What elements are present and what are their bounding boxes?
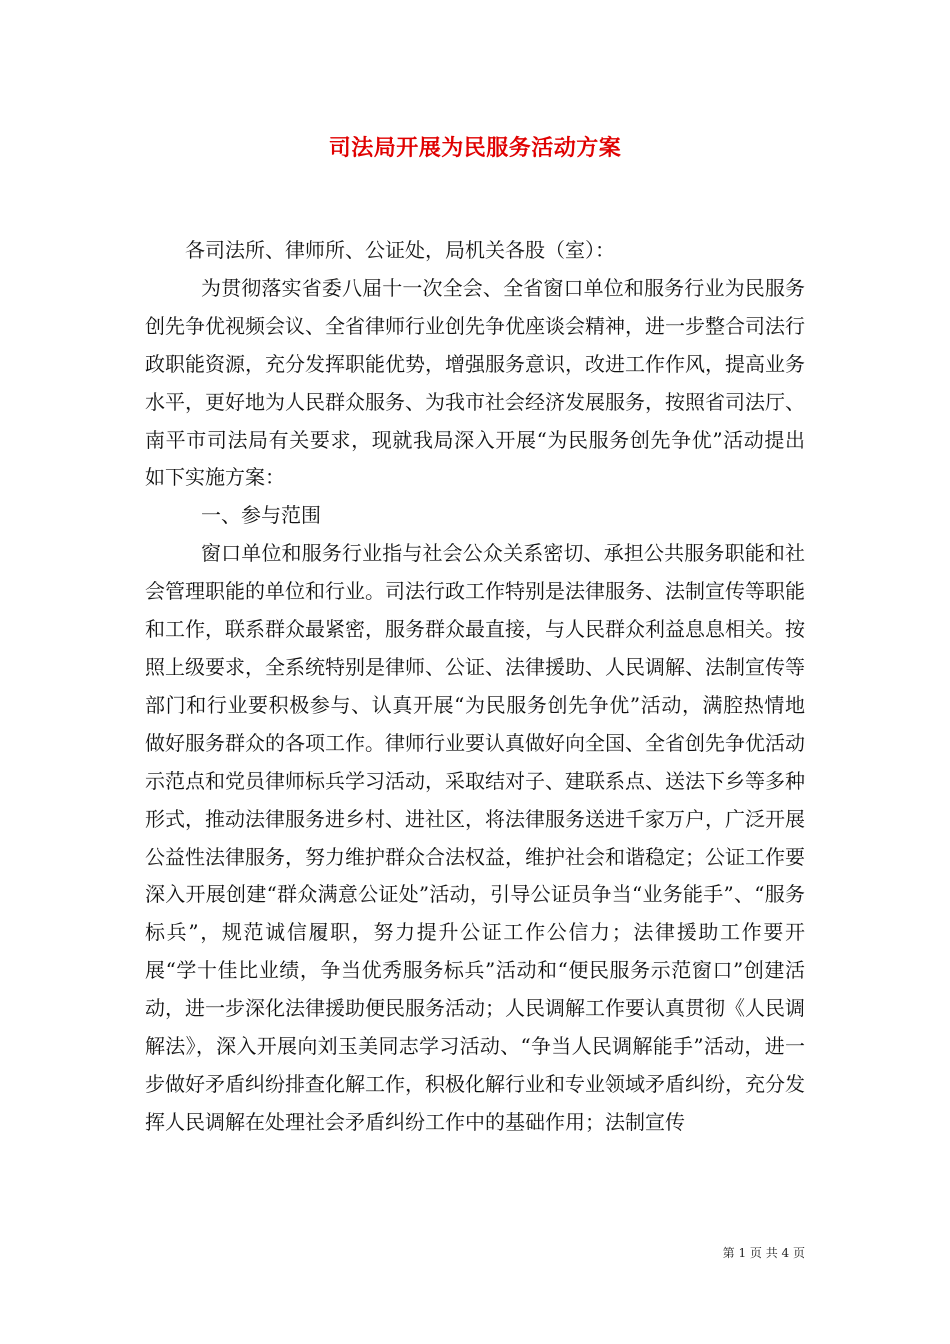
paragraph-intro: 为贯彻落实省委八届十一次全会、全省窗口单位和服务行业为民服务创先争优视频会议、全省律师行业创先争优座谈会精神，进一步整合司法行政职能资源，充分发挥职能优势，增强服务意识，改进工作作风，提高业务水平，更好地为人民群众服务、为我市社会经济发展服务，按照省司法厅、南平市司法局有关要求，现就我局深入开展“为民服务创先争优”活动提出如下实施方案： (145, 275, 805, 490)
page-number: 第 1 页 共 4 页 (722, 1246, 805, 1260)
section-heading-scope: 一、参与范围 (201, 503, 321, 528)
document-body (145, 232, 805, 1142)
salutation: 各司法所、律师所、公证处，局机关各股（室）： (185, 238, 615, 262)
document-title: 司法局开展为民服务活动方案 (328, 135, 622, 161)
paragraph-scope: 窗口单位和服务行业指与社会公众关系密切、承担公共服务职能和社会管理职能的单位和行业。司法行政工作特别是法律服务、法制宣传等职能和工作，联系群众最紧密，服务群众最直接，与人民群众利益息息相关。按照上级要求，全系统特别是律师、公证、法律援助、人民调解、法制宣传等部门和行业要积极参与、认真开展“为民服务创先争优”活动，满腔热情地做好服务群众的各项工作。律师行业要认真做好向全国、全省创先争优活动示范点和党员律师标兵学习活动，采取结对子、建联系点、送法下乡等多种形式，推动法律服务进乡村、进社区，将法律服务送进千家万户，广泛开展公益性法律服务，努力维护群众合法权益，维护社会和谐稳定；公证工作要深入开展创建“群众满意公证处”活动，引导公证员争当“业务能手”、“服务标兵”，规范诚信履职，努力提升公证工作公信力；法律援助工作要开展“学十佳比业绩，争当优秀服务标兵”活动和“便民服务示范窗口”创建活动，进一步深化法律援助便民服务活动；人民调解工作要认真贯彻《人民调解法》，深入开展向刘玉美同志学习活动、“争当人民调解能手”活动，进一步做好矛盾纠纷排查化解工作，积极化解行业和专业领域矛盾纠纷，充分发挥人民调解在处理社会矛盾纠纷工作中的基础作用；法制宣传 (145, 541, 805, 1134)
